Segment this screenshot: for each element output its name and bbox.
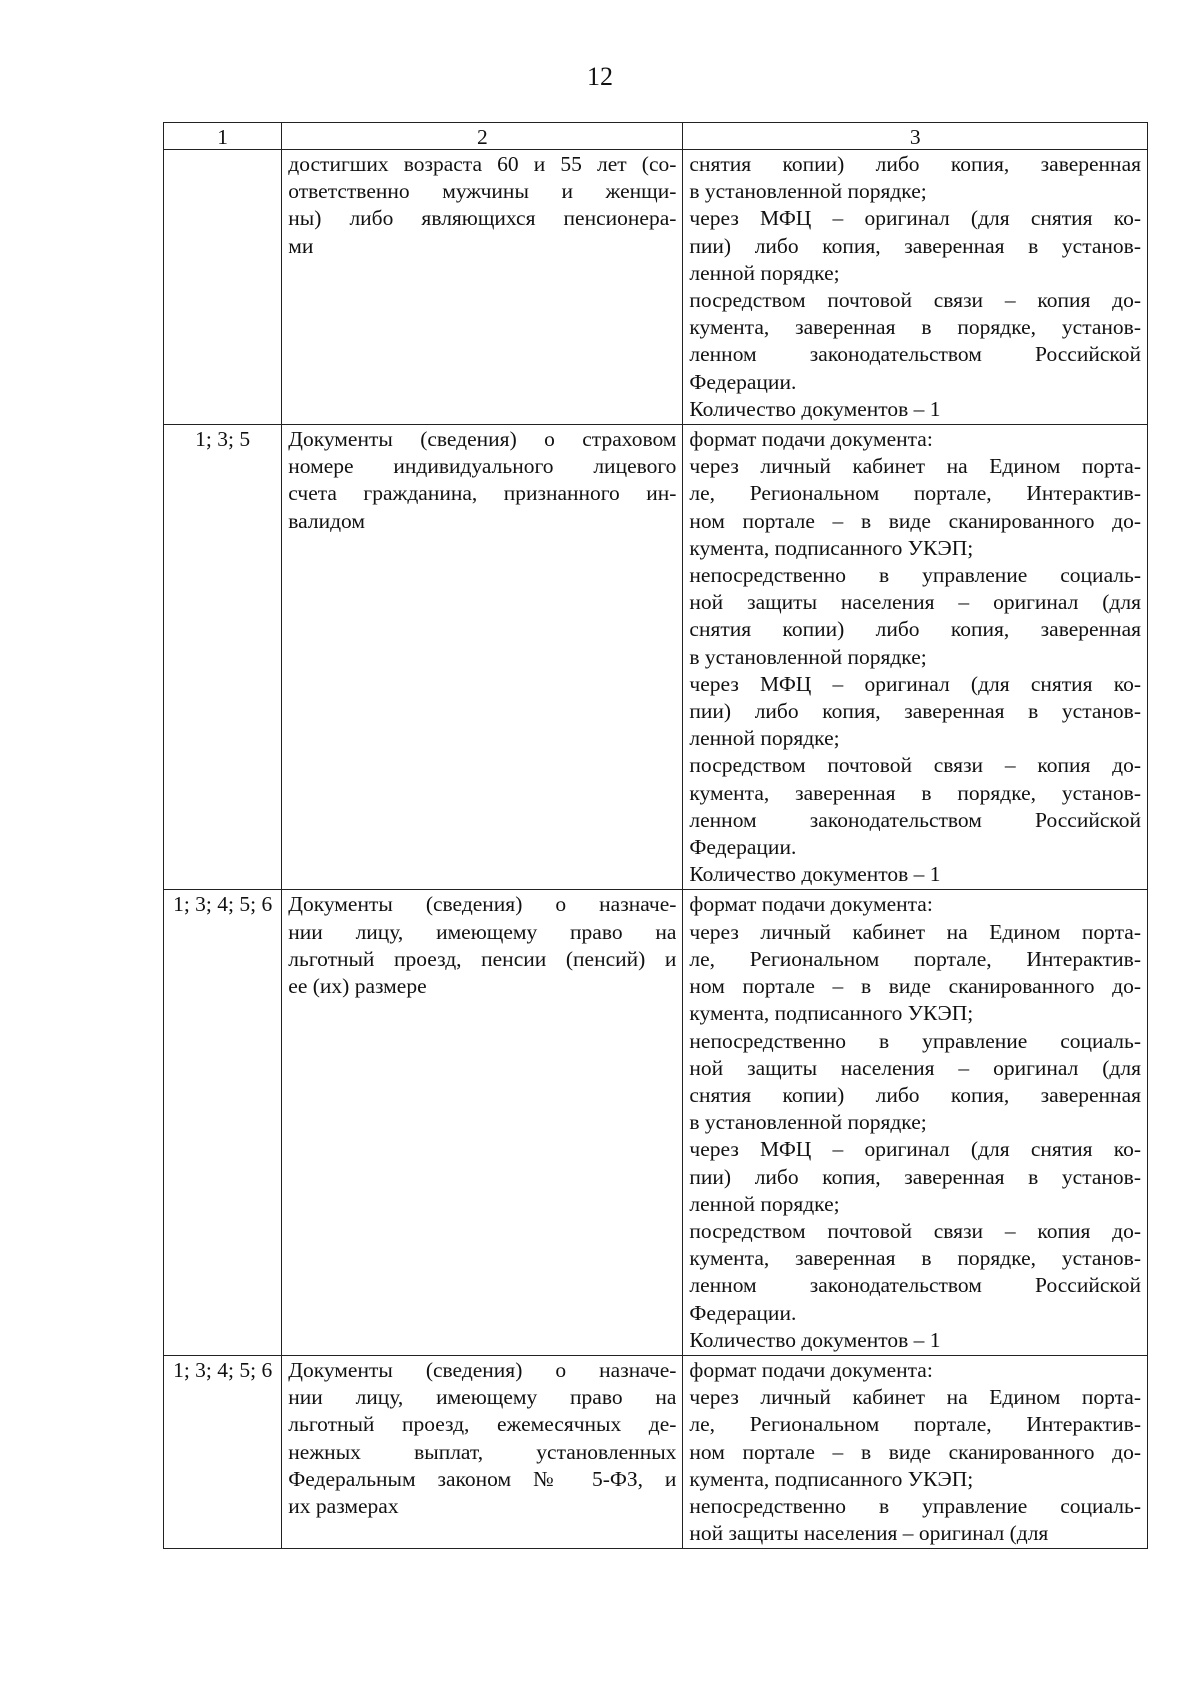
text-line: через личный кабинет на Едином порта- (689, 919, 1141, 944)
cell-submission-format (683, 1355, 1148, 1548)
text-line: ле, Региональном портале, Интерактив- (689, 1412, 1141, 1437)
text-line: Количество документов – 1 (689, 1327, 941, 1352)
text-line: ле, Региональном портале, Интерактив- (689, 946, 1141, 971)
cell-applicant-categories: 1; 3; 4; 5; 6 (164, 890, 282, 1355)
table-header-row (164, 123, 1148, 150)
text-line: посредством почтовой связи – копия до- (689, 1218, 1141, 1243)
text-line: в установленной порядке; (689, 1110, 927, 1135)
text-line: ле, Региональном портале, Интерактив- (689, 481, 1141, 506)
text-line: номере индивидуального лицевого (288, 454, 677, 479)
text-line: кумента, заверенная в порядке, установ- (689, 315, 1141, 340)
text-line: Федерации. (689, 835, 797, 860)
text-line: кумента, подписанного УКЭП; (689, 1466, 974, 1491)
text-line: ной защиты населения – оригинал (для (689, 590, 1141, 615)
documents-table (163, 122, 1148, 1549)
text-line: ной защиты населения – оригинал (для (689, 1055, 1141, 1080)
cell-applicant-categories: 1; 3; 5 (164, 425, 282, 890)
text-line: валидом (288, 508, 366, 533)
text-line: снятия копии) либо копия, заверенная (689, 1082, 1141, 1107)
text-line: нии лицу, имеющему право на (288, 919, 677, 944)
text-line: ном портале – в виде сканированного до- (689, 1439, 1141, 1464)
text-line: ной защиты населения – оригинал (для (689, 1521, 1049, 1546)
cell-applicant-categories (164, 150, 282, 425)
text-line: пии) либо копия, заверенная в установ- (689, 699, 1141, 724)
text-line: ми (288, 233, 314, 258)
text-line: в установленной порядке; (689, 179, 927, 204)
text-line: Федеральным законом № 5-ФЗ, и (288, 1466, 677, 1491)
text-line: ны) либо являющихся пенсионера- (288, 206, 677, 231)
text-line: в установленной порядке; (689, 644, 927, 669)
text-line: Количество документов – 1 (689, 862, 941, 887)
text-line: кумента, заверенная в порядке, установ- (689, 780, 1141, 805)
text-line: формат подачи документа: (689, 892, 933, 917)
text-line: ном портале – в виде сканированного до- (689, 508, 1141, 533)
text-line: через МФЦ – оригинал (для снятия ко- (689, 671, 1141, 696)
column-header-3: 3 (683, 123, 1148, 150)
text-line: Документы (сведения) о назначе- (288, 892, 677, 917)
text-line: ответственно мужчины и женщи- (288, 179, 677, 204)
text-line: через МФЦ – оригинал (для снятия ко- (689, 1137, 1141, 1162)
text-line: непосредственно в управление социаль- (689, 563, 1141, 588)
column-header-2: 2 (282, 123, 683, 150)
text-line: Федерации. (689, 1300, 797, 1325)
cell-document-name (282, 150, 683, 425)
text-line: льготный проезд, ежемесячных де- (288, 1412, 677, 1437)
table-row (164, 425, 1148, 890)
table-row (164, 890, 1148, 1355)
text-line: через личный кабинет на Едином порта- (689, 454, 1141, 479)
text-line: пии) либо копия, заверенная в установ- (689, 1164, 1141, 1189)
text-line: ленном законодательством Российской (689, 807, 1141, 832)
text-line: непосредственно в управление социаль- (689, 1028, 1141, 1053)
text-line: снятия копии) либо копия, заверенная (689, 617, 1141, 642)
column-header-1: 1 (164, 123, 282, 150)
text-line: нежных выплат, установленных (288, 1439, 677, 1464)
text-line: ленной порядке; (689, 260, 840, 285)
cell-document-name (282, 890, 683, 1355)
text-line: ее (их) размере (288, 974, 427, 999)
cell-applicant-categories: 1; 3; 4; 5; 6 (164, 1355, 282, 1548)
text-line: непосредственно в управление социаль- (689, 1493, 1141, 1518)
cell-document-name (282, 425, 683, 890)
text-line: Федерации. (689, 369, 797, 394)
text-line: ленном законодательством Российской (689, 342, 1141, 367)
text-line: Документы (сведения) о страховом (288, 427, 677, 452)
text-line: пии) либо копия, заверенная в установ- (689, 233, 1141, 258)
text-line: формат подачи документа: (689, 427, 933, 452)
text-line: посредством почтовой связи – копия до- (689, 288, 1141, 313)
cell-submission-format (683, 890, 1148, 1355)
text-line: кумента, заверенная в порядке, установ- (689, 1246, 1141, 1271)
text-line: ленной порядке; (689, 726, 840, 751)
page-number: 12 (587, 62, 613, 91)
text-line: ленной порядке; (689, 1191, 840, 1216)
text-line: ном портале – в виде сканированного до- (689, 974, 1141, 999)
table-row (164, 1355, 1148, 1548)
text-line: Количество документов – 1 (689, 396, 941, 421)
table-row (164, 150, 1148, 425)
text-line: нии лицу, имеющему право на (288, 1385, 677, 1410)
text-line: снятия копии) либо копия, заверенная (689, 152, 1141, 176)
text-line: формат подачи документа: (689, 1357, 933, 1382)
table-body (164, 123, 1148, 1549)
text-line: посредством почтовой связи – копия до- (689, 753, 1141, 778)
cell-submission-format (683, 425, 1148, 890)
text-line: через МФЦ – оригинал (для снятия ко- (689, 206, 1141, 231)
cell-submission-format (683, 150, 1148, 425)
cell-document-name (282, 1355, 683, 1548)
text-line: кумента, подписанного УКЭП; (689, 535, 974, 560)
text-line: кумента, подписанного УКЭП; (689, 1001, 974, 1026)
text-line: льготный проезд, пенсии (пенсий) и (288, 946, 677, 971)
text-line: через личный кабинет на Едином порта- (689, 1385, 1141, 1410)
text-line: их размерах (288, 1493, 399, 1518)
text-line: ленном законодательством Российской (689, 1273, 1141, 1298)
text-line: Документы (сведения) о назначе- (288, 1357, 677, 1382)
text-line: счета гражданина, признанного ин- (288, 481, 677, 506)
text-line: достигших возраста 60 и 55 лет (со- (288, 152, 677, 176)
